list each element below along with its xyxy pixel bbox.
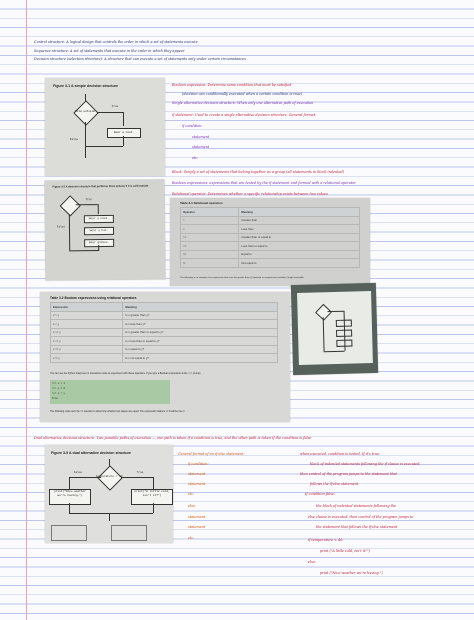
true-label: True xyxy=(136,471,144,474)
code-block xyxy=(50,380,170,404)
table-cell: Is x not equal to y? xyxy=(123,354,278,363)
figure-caption: Figure 3-1 A simple decision structure xyxy=(53,84,119,88)
table-cell: x >= y xyxy=(51,328,123,337)
mini-diagram xyxy=(51,525,87,541)
note-if-false: If condition false: xyxy=(305,492,336,496)
note-control-structure: Control structure: A logical design that controls the order in which a set of statements execute xyxy=(34,40,198,44)
interpreter-text: You can use the Python interpreter in interactive mode to experiment with these operators. If you type a Boolean expression at the >>> prompt, xyxy=(50,372,202,375)
note-dual-alternative: Dual alternative decision structure: Two possible paths of execution — one path is taken if a condition is true, and the other path is taken if the condition is false xyxy=(34,436,312,440)
table-cell: Equal to xyxy=(239,250,360,259)
note-false-block: the block of indented statements following the xyxy=(316,504,397,508)
note-when-executed: when executed, condition is tested. If it's true: xyxy=(300,452,381,456)
note-if-condition: if condition: xyxy=(188,462,209,466)
figure-caption: Figure 3-2 A decision structure that performs three actions if it is cold outside xyxy=(52,184,149,189)
table-row xyxy=(181,225,360,234)
note-single-alternative: Single alternative decision structure: When only one alternative path of execution xyxy=(172,101,314,105)
table-caption: Table 3-1 Relational operators xyxy=(180,201,223,205)
note-sequence-structure: Sequence structure: A set of statements that execute in the order in which they appear xyxy=(34,48,185,53)
note-statement: statement xyxy=(188,515,206,519)
table-3-1-photo xyxy=(170,198,370,286)
table-row xyxy=(181,216,360,225)
mini-diagram xyxy=(111,525,147,541)
note-statement: statement xyxy=(188,472,206,476)
small-box xyxy=(336,330,352,337)
note-true-follows: follows the if-else statement xyxy=(310,482,359,486)
table-cell: == xyxy=(181,250,239,259)
note-if-condition: if condition: xyxy=(182,124,203,128)
table-cell: >= xyxy=(181,233,239,242)
table-cell: x < y xyxy=(51,320,123,329)
note-true-block: block of indented statements following the if clause is executed, xyxy=(310,462,421,466)
action-box: Wear a coat. xyxy=(107,128,141,138)
note-decision-detail: (decision can conditionally executed when a certain condition is true) xyxy=(182,92,302,96)
action-box-3: Wear gloves. xyxy=(84,239,114,247)
table-row xyxy=(181,259,360,268)
column-header: Operator xyxy=(181,208,239,217)
small-box xyxy=(336,340,352,347)
table-row xyxy=(181,233,360,242)
table-row xyxy=(51,354,278,363)
table-cell: != xyxy=(181,259,239,268)
laptop-flowchart-photo xyxy=(291,283,378,375)
table-cell: < xyxy=(181,225,239,234)
table-row xyxy=(51,328,278,337)
true-label: True xyxy=(111,105,119,108)
note-decision-structure: Decision structure (selection structure): A structure that can execute a set of statements only under certain circumstances xyxy=(34,57,246,61)
false-action-box: print("Nice weather we're having.") xyxy=(49,489,91,505)
table-3-2-photo xyxy=(40,292,290,422)
table-cell: Greater than xyxy=(239,216,360,225)
note-etc: etc. xyxy=(188,492,195,496)
note-example-print-cold: print ("A little cold, isn't it?") xyxy=(320,549,370,553)
true-label: True xyxy=(85,198,93,202)
note-relational-operator: Relational operator: Determines whether a specific relationship exists between two values xyxy=(172,192,328,196)
table-cell: Greater than or equal to xyxy=(239,233,360,242)
action-box-1: Wear a coat. xyxy=(84,215,114,223)
column-header: Expression xyxy=(51,303,123,312)
note-etc: etc. xyxy=(188,536,195,540)
table-row xyxy=(51,337,278,346)
relational-operators-table xyxy=(180,207,360,268)
table-cell: x > y xyxy=(51,311,123,320)
code-line: >>> x = 1 xyxy=(52,382,65,385)
table-header-row xyxy=(51,303,278,312)
table-cell: <= xyxy=(181,242,239,251)
figure-caption: Figure 3-5 A dual alternative decision structure xyxy=(51,451,132,455)
table-cell: Is x less than or equal to y? xyxy=(123,337,278,346)
column-header: Meaning xyxy=(123,303,278,312)
table-row xyxy=(51,320,278,329)
action-box-2: Wear a hat. xyxy=(84,227,114,235)
true-action-box: print("A little cold, isn't it?") xyxy=(131,489,173,505)
condition-text: Cold outside xyxy=(74,110,96,113)
table-caption: Table 3-2 Boolean expressions using relational operators xyxy=(50,296,137,300)
table-row xyxy=(51,311,278,320)
table-cell: Is x equal to y? xyxy=(123,345,278,354)
table-row xyxy=(181,250,360,259)
table-cell: Is x greater than or equal to y? xyxy=(123,328,278,337)
note-boolean-expressions: Boolean expressions: expressions that are tested by the if statement and formed with a relational operator xyxy=(172,181,356,185)
note-statement-1: statement xyxy=(192,135,210,139)
table-cell: Less than or equal to xyxy=(239,242,360,251)
note-boolean-expression: Boolean expression: Determine some condition that must be satisfied xyxy=(172,83,292,87)
note-if-statement: if statement: Used to create a single alternative decision structure. General format: xyxy=(172,113,317,117)
note-false-follows: the statement that follows the if-else statement xyxy=(316,525,398,529)
note-example-else: else: xyxy=(308,560,316,564)
table-row xyxy=(181,242,360,251)
condition-text: temperature < 40 xyxy=(95,475,123,478)
table-cell: Less than xyxy=(239,225,360,234)
note-ifelse-format: General format of an if-else statement: xyxy=(178,452,245,456)
code-line: >>> x > y xyxy=(52,392,65,395)
column-header: Meaning xyxy=(239,208,360,217)
small-box xyxy=(336,320,352,327)
table-header-row xyxy=(181,208,360,217)
figure-3-5-photo xyxy=(45,445,173,543)
note-example-print-nice: print ("Nice weather we're having.") xyxy=(320,571,383,575)
code-line: >>> y = 0 xyxy=(52,387,65,390)
table-cell: x != y xyxy=(51,354,123,363)
note-false-jump: else clause is executed, then control of the program jumps to xyxy=(308,515,414,519)
false-label: False xyxy=(56,225,66,229)
note-else: else: xyxy=(188,504,196,508)
table-cell: Is x less than y? xyxy=(123,320,278,329)
code-line: True xyxy=(52,397,58,400)
table-cell: Is x greater than y? xyxy=(123,311,278,320)
figure-3-1-photo xyxy=(45,78,165,176)
note-block: Block: Simply a set of statements that belong together as a group (all statements in block indented) xyxy=(172,170,345,174)
false-label: False xyxy=(69,138,79,141)
note-true-jump: then control of the program jumps to the statement that xyxy=(300,472,397,476)
table-footer-text: The following is an example of an expression that uses the greater than (>) operator to compare two variables, length and width: xyxy=(180,277,304,279)
note-statement-2: statement xyxy=(192,145,210,149)
boolean-expressions-table xyxy=(50,302,278,363)
note-statement: statement xyxy=(188,525,206,529)
table-cell: > xyxy=(181,216,239,225)
table-cell: x == y xyxy=(51,345,123,354)
figure-3-2-photo xyxy=(44,179,165,280)
laptop-screen xyxy=(297,291,373,365)
equality-text: The following code uses the == operator to determine whether two values are equal. The expression balance == 0 will be true if xyxy=(50,410,185,413)
table-cell: Not equal to xyxy=(239,259,360,268)
margin-line xyxy=(26,0,27,620)
note-example-if: if temperature < 40: xyxy=(308,538,344,542)
false-label: False xyxy=(73,471,83,474)
table-row xyxy=(51,345,278,354)
note-etc: etc. xyxy=(192,156,199,160)
note-statement: statement xyxy=(188,482,206,486)
table-cell: x <= y xyxy=(51,337,123,346)
